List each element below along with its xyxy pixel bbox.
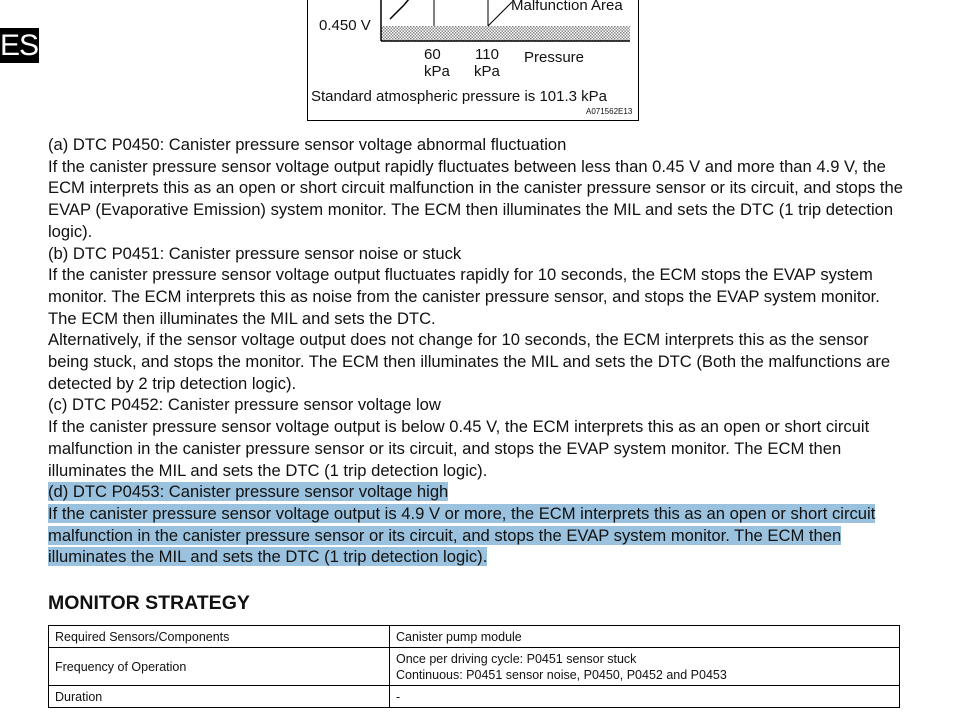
figure-caption: Standard atmospheric pressure is 101.3 kPa bbox=[311, 88, 607, 105]
paragraph-text: If the canister pressure sensor voltage output is below 0.45 V, the ECM interprets this as an open or short circuit malfunction in the canister pressure sensor or its circuit, and stops the EVAP system monitor. The ECM then illuminates the MIL and sets the DTC (1 trip detection logic). bbox=[48, 417, 870, 480]
x-tick-60-unit: kPa bbox=[424, 63, 450, 80]
monitor-strategy-table bbox=[48, 625, 900, 708]
table-cell-value bbox=[390, 648, 900, 686]
table-cell-label: Frequency of Operation bbox=[49, 648, 390, 686]
selected-text[interactable]: (d) DTC P0453: Canister pressure sensor voltage high bbox=[48, 482, 449, 502]
paragraph-text: (a) DTC P0450: Canister pressure sensor voltage abnormal fluctuation bbox=[48, 135, 567, 154]
table-cell-label: Duration bbox=[49, 686, 390, 708]
cell-line: - bbox=[396, 689, 401, 704]
paragraph-text: (c) DTC P0452: Canister pressure sensor voltage low bbox=[48, 395, 441, 415]
x-axis-label: Pressure bbox=[524, 49, 585, 66]
table-row bbox=[49, 686, 900, 708]
x-tick-110-unit: kPa bbox=[474, 63, 500, 80]
sensor-curve bbox=[390, 0, 409, 19]
malfunction-area-label: Malfunction Area bbox=[511, 0, 623, 14]
paragraph bbox=[48, 416, 908, 481]
paragraph bbox=[48, 156, 908, 243]
x-tick-60: 60 bbox=[424, 46, 441, 63]
malfunction-area-hatch bbox=[381, 26, 630, 41]
paragraph-text: Alternatively, if the sensor voltage output does not change for 10 seconds, the ECM interprets this as the sensor being stuck, and stops the monitor. The ECM then illuminates the MIL and sets the DTC (Both the malfunctions are detected by 2 trip detection logic). bbox=[48, 330, 891, 393]
pressure-sensor-figure bbox=[307, 0, 639, 121]
paragraph-text: (b) DTC P0451: Canister pressure sensor noise or stuck bbox=[48, 243, 462, 263]
x-tick-110: 110 bbox=[475, 46, 499, 63]
selected-text[interactable]: If the canister pressure sensor voltage output is 4.9 V or more, the ECM interprets this as an open or short circuit malfunction in the canister pressure sensor or its circuit, and stops the EVAP system monitor. The ECM then illuminates the MIL and sets the DTC (1 trip detection logic). bbox=[48, 503, 876, 567]
section-tab-es: ES bbox=[0, 29, 39, 62]
table-cell-label: Required Sensors/Components bbox=[49, 626, 390, 648]
paragraph-text: If the canister pressure sensor voltage output fluctuates rapidly for 10 seconds, the ECM stops the EVAP system monitor. The ECM interprets this as noise from the canister pressure sensor, and stops the EVAP system monitor. The ECM then illuminates the MIL and sets the DTC. bbox=[48, 265, 880, 328]
table-cell-value bbox=[390, 686, 900, 708]
paragraph-highlighted bbox=[48, 503, 908, 568]
dtc-description bbox=[48, 134, 908, 568]
table-row bbox=[49, 648, 900, 686]
paragraph bbox=[48, 134, 908, 156]
paragraph bbox=[48, 264, 908, 329]
voltage-label: 0.450 V bbox=[319, 17, 371, 34]
paragraph-highlighted bbox=[48, 481, 908, 503]
cell-line: Canister pump module bbox=[396, 629, 522, 644]
figure-code: A071562E13 bbox=[586, 107, 633, 116]
cell-line: Continuous: P0451 sensor noise, P0450, P0452 and P0453 bbox=[396, 667, 727, 682]
table-cell-value bbox=[390, 626, 900, 648]
paragraph bbox=[48, 329, 908, 394]
paragraph bbox=[48, 243, 908, 265]
cell-line: Once per driving cycle: P0451 sensor stuck bbox=[396, 651, 637, 666]
paragraph bbox=[48, 394, 908, 416]
paragraph-text: If the canister pressure sensor voltage output rapidly fluctuates between less than 0.45 V and more than 4.9 V, the ECM interprets this as an open or short circuit malfunction in the canister pressure sensor or its circuit, and stops the EVAP (Evaporative Emission) system monitor. The ECM then illuminates the MIL and sets the DTC (1 trip detection logic). bbox=[48, 156, 903, 241]
malfunction-leader bbox=[488, 2, 512, 26]
table-row bbox=[49, 626, 900, 648]
monitor-strategy-heading: MONITOR STRATEGY bbox=[48, 592, 250, 614]
